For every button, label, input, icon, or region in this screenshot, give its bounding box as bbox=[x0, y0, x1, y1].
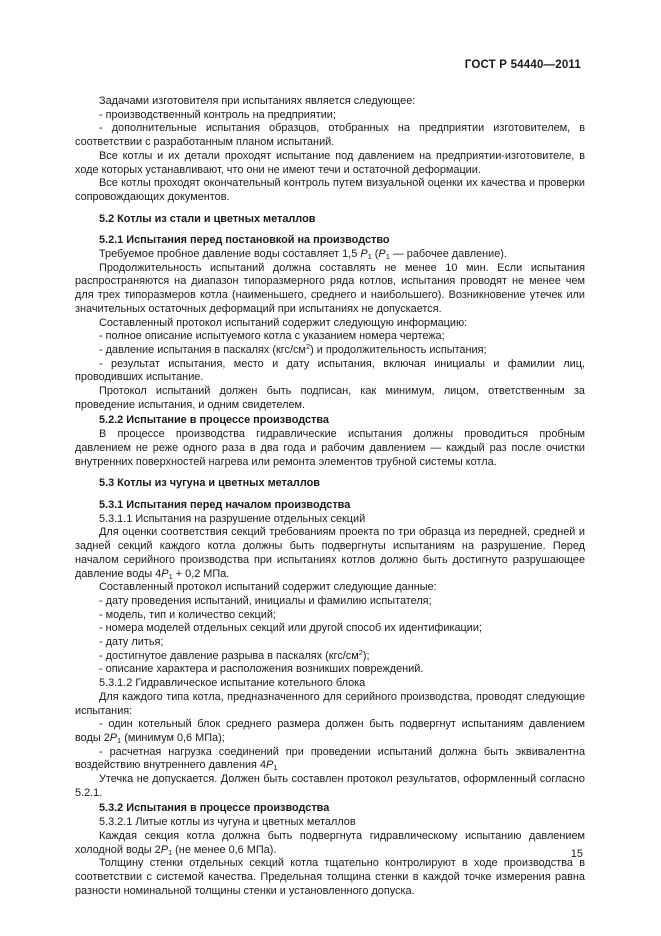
paragraph: Утечка не допускается. Должен быть составлен протокол результатов, оформленный согласно 5.2.1. bbox=[75, 773, 585, 799]
paragraph: Задачами изготовителя при испытаниях является следующее: bbox=[99, 95, 416, 107]
section-heading: 5.3 Котлы из чугуна и цветных металлов bbox=[99, 477, 320, 490]
paragraph: 5.3.2.1 Литые котлы из чугуна и цветных металлов bbox=[99, 816, 356, 829]
list-item: - описание характера и расположения возникших повреждений. bbox=[99, 663, 424, 676]
list-item: - давление испытания в паскалях $(кгс/см^2)$ и продолжительность испытания; bbox=[99, 341, 487, 356]
list-item: - дополнительные испытания образцов, отобранных на предприятии изготовителем, в соответствии с разработанным планом испытаний. bbox=[75, 122, 585, 149]
subsection-heading: 5.3.2 Испытания в процессе производства bbox=[99, 802, 330, 815]
section-heading: 5.2 Котлы из стали и цветных металлов bbox=[99, 212, 316, 225]
paragraph: Для каждого типа котла, предназначенного для серийного производства, проводят следующие испытания: bbox=[75, 690, 585, 717]
list-item: - модель, тип и количество секций; bbox=[99, 608, 276, 621]
paragraph: Составленный протокол испытаний содержит следующие данные: bbox=[99, 581, 437, 594]
list-item: - дату литья; bbox=[99, 636, 164, 649]
paragraph: Продолжительность испытаний должна составлять не менее 10 мин. Если испытания распространяются на диапазон типоразмерного ряда котлов, испытания проводят не менее чем для трех типоразмеров котла (наименьшего, среднего и наибольшего). Возникновение утечек или значительных остаточных деформаций при испытаниях не допускается. bbox=[75, 261, 585, 315]
document-body bbox=[75, 95, 585, 898]
paragraph: В процессе производства гидравлические испытания должны проводиться пробным давлением не реже одного раза в два года и рабочим давлением — каждый раз после очистки внутренних поверхностей нагрева или ремонта элементов трубной системы котла. bbox=[75, 428, 585, 468]
subsection-heading: 5.2.2 Испытание в процессе производства bbox=[99, 414, 329, 427]
list-item: - производственный контроль на предприятии; bbox=[99, 108, 336, 121]
list-item: - полное описание испытуемого котла с указанием номера чертежа; bbox=[99, 330, 445, 343]
list-item: - расчетная нагрузка соединений при проведении испытаний должна быть эквивалентна воздействию внутреннего давления $4P_1$ bbox=[75, 745, 585, 773]
paragraph: Протокол испытаний должен быть подписан, как минимум, лицом, ответственным за проведение испытания, и одним свидетелем. bbox=[75, 385, 585, 411]
list-item: - дату проведения испытаний, инициалы и фамилию испытателя; bbox=[99, 594, 432, 607]
paragraph: Все котлы проходят окончательный контроль путем визуальной оценки их качества и проверки сопровождающих документов. bbox=[75, 177, 585, 203]
list-item: - достигнутое давление разрыва в паскалях $(кгс/см^2)$; bbox=[99, 647, 370, 662]
paragraph: Для оценки соответствия секций требованиям проекта по три образца из передней, средней и задней секций каждого котла должны быть подвергнуты испытаниям на разрушение. Перед началом серийного производства при испытаниях котлов должно быть достигнуто разрушающее давление воды $4P_1 + 0,2$ МПа. bbox=[75, 526, 585, 581]
page-number: 15 bbox=[570, 848, 583, 860]
list-item: - номера моделей отдельных секций или другой способ их идентификации; bbox=[99, 622, 482, 635]
paragraph: Все котлы и их детали проходят испытание под давлением на предприятии-изготовителе, в ходе которых устанавливают, что они не имеют течи и остаточной деформации. bbox=[75, 149, 585, 176]
subsection-heading: 5.2.1 Испытания перед постановкой на производство bbox=[99, 234, 390, 247]
paragraph: 5.3.1.1 Испытания на разрушение отдельных секций bbox=[99, 512, 366, 525]
list-item: - один котельный блок среднего размера должен быть подвергнут испытаниям давлением воды $2P_1$ (минимум 0,6 МПа); bbox=[75, 718, 585, 745]
paragraph: Каждая секция котла должна быть подвергнута гидравлическому испытанию давлением холодной воды $2P_1$ (не менее 0,6 МПа). bbox=[75, 829, 585, 857]
paragraph: 5.3.1.2 Гидравлическое испытание котельного блока bbox=[99, 677, 366, 690]
list-item: - результат испытания, место и дату испытания, включая инициалы и фамилии лиц, проводивших испытание. bbox=[75, 357, 585, 384]
paragraph: Толщину стенки отдельных секций котла тщательно контролируют в ходе производства в соответствии с системой качества. Предельная толщина стенки в каждой точке измерения равна разности номинальной толщины стенки и установленного допуска. bbox=[75, 857, 585, 897]
paragraph: Составленный протокол испытаний содержит следующую информацию: bbox=[99, 316, 468, 329]
subsection-heading: 5.3.1 Испытания перед началом производства bbox=[99, 498, 351, 511]
document-header: ГОСТ Р 54440—2011 bbox=[464, 59, 581, 71]
paragraph: Требуемое пробное давление воды составляет 1,5 $P_1$ ($P_1$ — рабочее давление). bbox=[99, 248, 507, 262]
